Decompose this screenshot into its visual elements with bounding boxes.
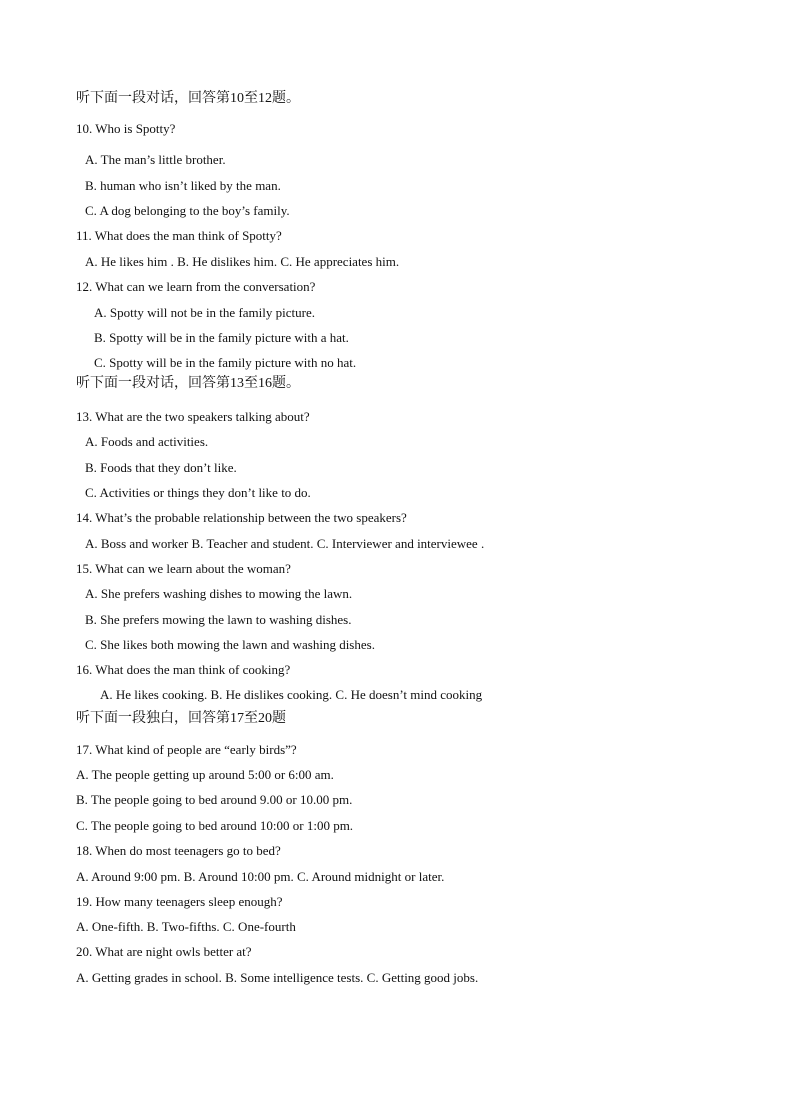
options-16: A. He likes cooking. B. He dislikes cooking. C. He doesn’t mind cooking — [100, 687, 483, 702]
section-header: 听下面一段独白，回答第17至20题 — [76, 711, 286, 726]
question-16: 16. What does the man think of cooking? — [76, 662, 291, 677]
options-20: A. Getting grades in school. B. Some intelligence tests. C. Getting good jobs. — [76, 970, 479, 985]
option-15c: C. She likes both mowing the lawn and washing dishes. — [85, 637, 375, 652]
question-13: 13. What are the two speakers talking about? — [76, 409, 310, 424]
option-13c: C. Activities or things they don’t like to do. — [85, 485, 311, 500]
question-11: 11. What does the man think of Spotty? — [76, 228, 282, 243]
option-13b: B. Foods that they don’t like. — [85, 460, 237, 475]
options-19: A. One-fifth. B. Two-fifths. C. One-fourth — [76, 919, 296, 934]
options-11: A. He likes him . B. He dislikes him. C. He appreciates him. — [85, 254, 400, 269]
option-12b: B. Spotty will be in the family picture with a hat. — [94, 330, 349, 345]
option-10c: C. A dog belonging to the boy’s family. — [85, 203, 290, 218]
option-17b: B. The people going to bed around 9.00 or 10.00 pm. — [76, 792, 353, 807]
option-15b: B. She prefers mowing the lawn to washing dishes. — [85, 612, 352, 627]
option-12a: A. Spotty will not be in the family picture. — [94, 305, 315, 320]
option-10a: A. The man’s little brother. — [85, 152, 226, 167]
question-12: 12. What can we learn from the conversation? — [76, 279, 316, 294]
question-20: 20. What are night owls better at? — [76, 944, 252, 959]
question-18: 18. When do most teenagers go to bed? — [76, 843, 281, 858]
option-17c: C. The people going to bed around 10:00 or 1:00 pm. — [76, 818, 354, 833]
option-10b: B. human who isn’t liked by the man. — [85, 178, 281, 193]
option-17a: A. The people getting up around 5:00 or 6:00 am. — [76, 767, 334, 782]
option-15a: A. She prefers washing dishes to mowing the lawn. — [85, 586, 353, 601]
question-15: 15. What can we learn about the woman? — [76, 561, 291, 576]
options-14: A. Boss and worker B. Teacher and student. C. Interviewer and interviewee . — [85, 536, 485, 551]
question-14: 14. What’s the probable relationship between the two speakers? — [76, 510, 407, 525]
section-header: 听下面一段对话，回答第13至16题。 — [76, 376, 300, 391]
section-header: 听下面一段对话，回答第10至12题。 — [76, 91, 300, 106]
options-18: A. Around 9:00 pm. B. Around 10:00 pm. C. Around midnight or later. — [76, 869, 445, 884]
question-19: 19. How many teenagers sleep enough? — [76, 894, 283, 909]
option-12c: C. Spotty will be in the family picture with no hat. — [94, 355, 357, 370]
question-17: 17. What kind of people are “early birds”? — [76, 742, 297, 757]
question-10: 10. Who is Spotty? — [76, 121, 176, 136]
option-13a: A. Foods and activities. — [85, 434, 209, 449]
